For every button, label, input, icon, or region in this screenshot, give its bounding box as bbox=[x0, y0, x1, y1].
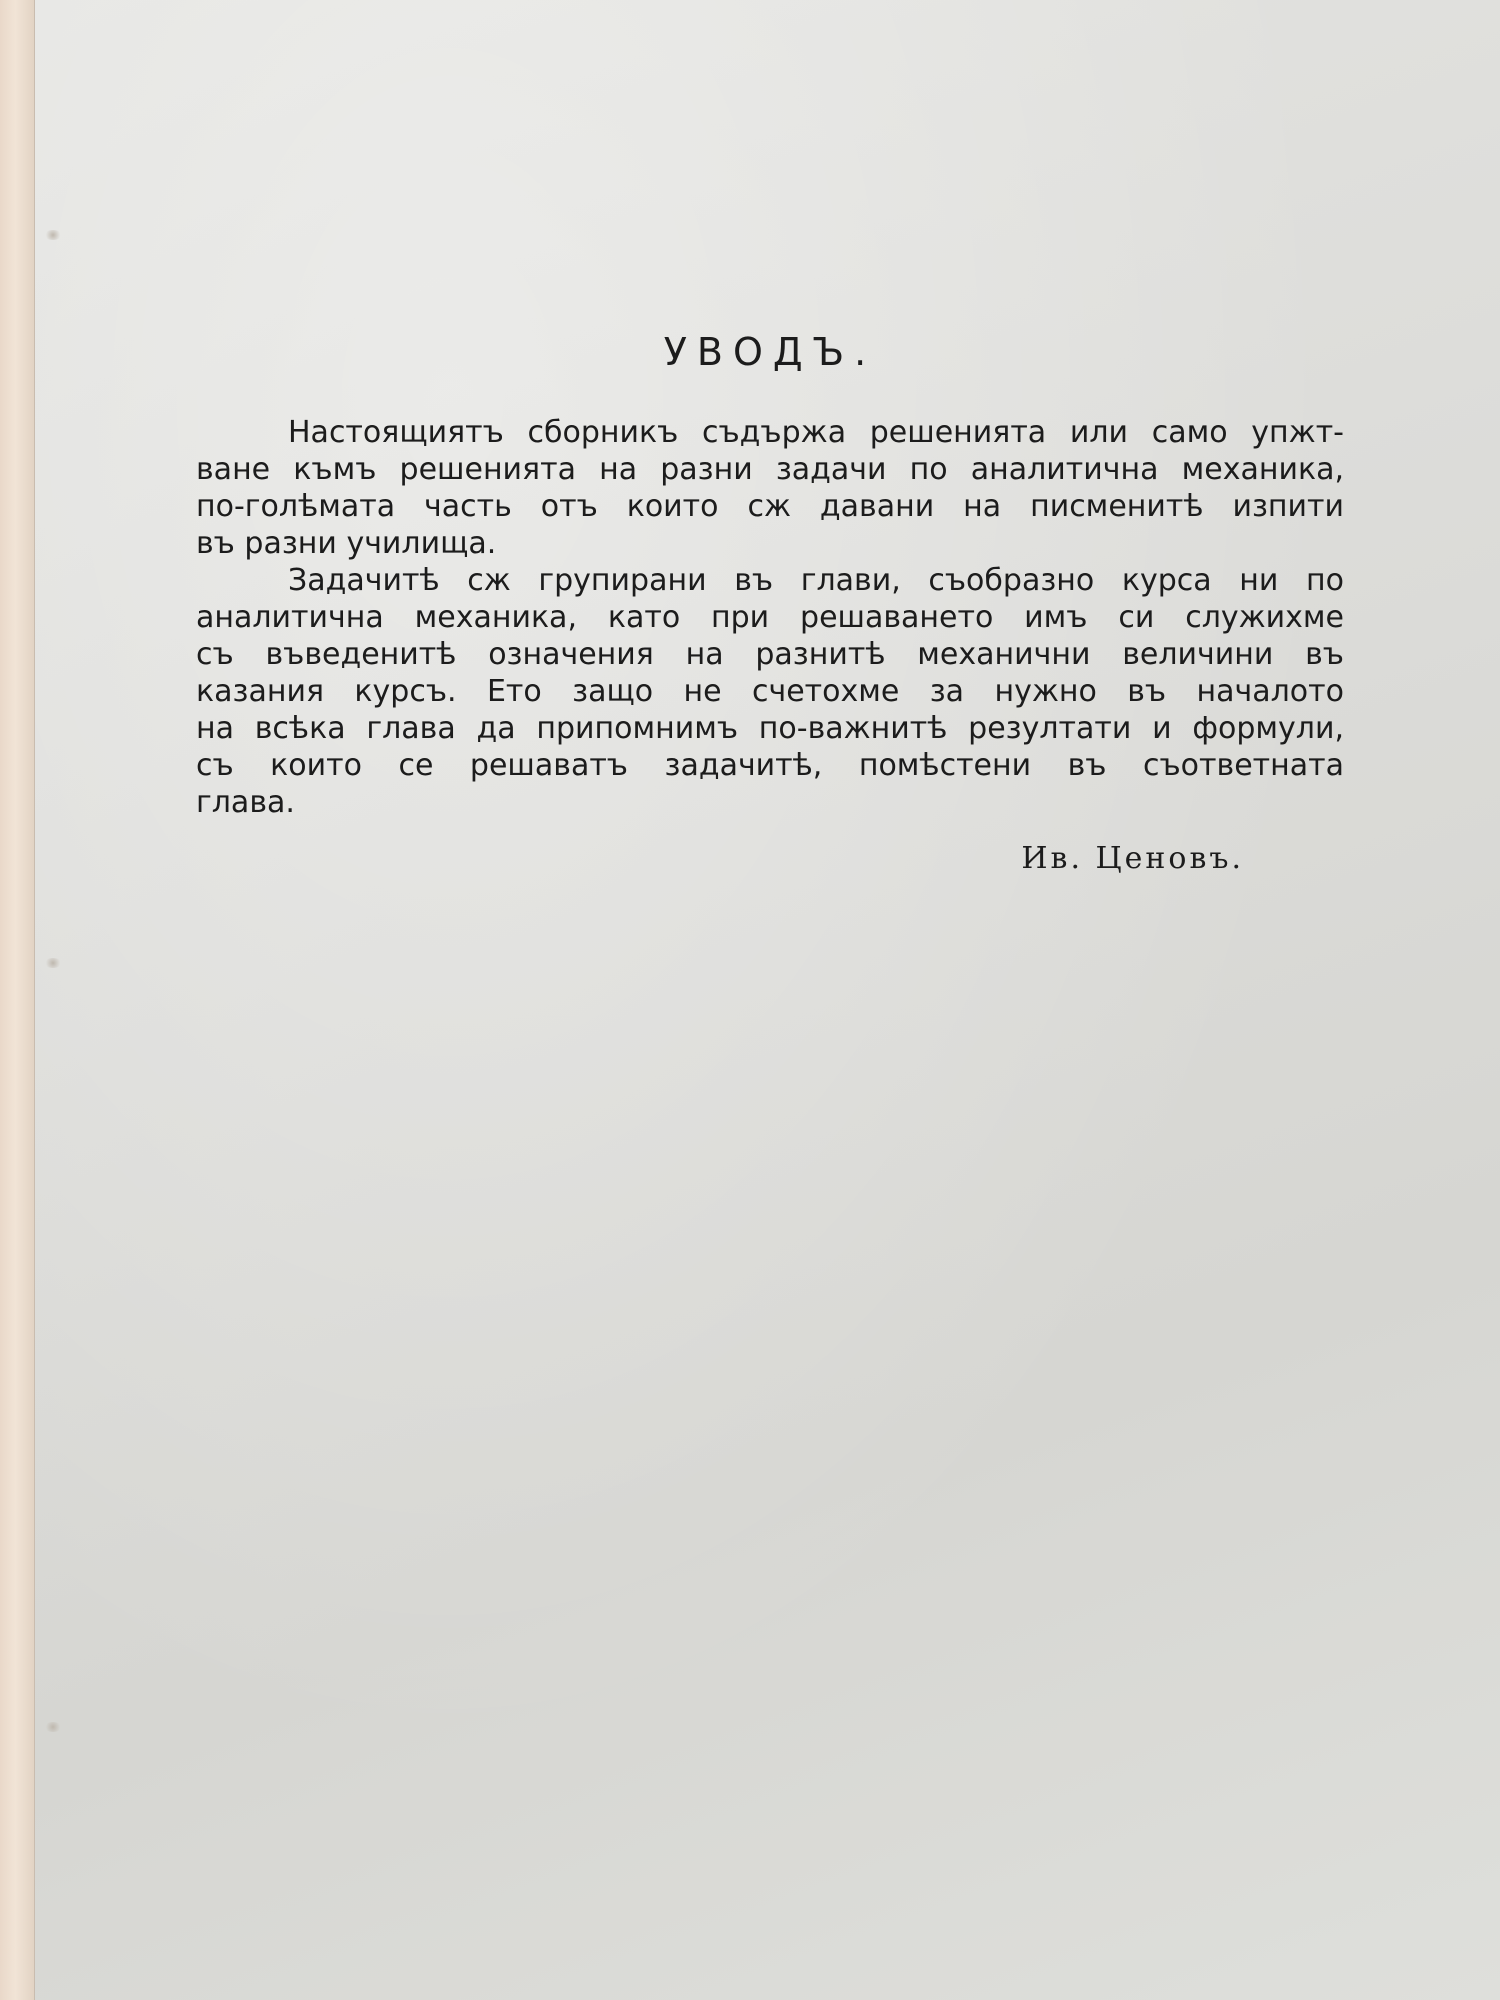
text-line: аналитична механика, като при решаването имъ си служихме bbox=[196, 600, 1344, 635]
page-binding-edge bbox=[0, 0, 35, 2000]
binding-stitch bbox=[44, 958, 62, 968]
author-signature: Ив. Ценовъ. bbox=[1021, 841, 1244, 876]
binding-stitch bbox=[44, 230, 62, 240]
text-line: ване къмъ решенията на разни задачи по аналитична механика, bbox=[196, 452, 1344, 487]
page-title: УВОДЪ. bbox=[663, 330, 877, 374]
page-content bbox=[196, 330, 1344, 876]
paragraph-1 bbox=[196, 414, 1344, 562]
binding-stitch bbox=[44, 1722, 62, 1732]
text-line: съ въведенитѣ означения на разнитѣ механични величини въ bbox=[196, 637, 1344, 672]
text-line: по-голѣмата часть отъ които сж давани на писменитѣ изпити bbox=[196, 489, 1344, 524]
text-line: съ които се решаватъ задачитѣ, помѣстени въ съответната bbox=[196, 748, 1344, 783]
text-line: глава. bbox=[196, 785, 295, 820]
text-line: Настоящиятъ сборникъ съдържа решенията или само упжт- bbox=[288, 415, 1344, 450]
paragraph-2 bbox=[196, 562, 1344, 821]
text-line: въ разни училища. bbox=[196, 526, 497, 561]
text-line: казания курсъ. Ето защо не счетохме за нужно въ началото bbox=[196, 674, 1344, 709]
text-line: на всѣка глава да припомнимъ по-важнитѣ резултати и формули, bbox=[196, 711, 1344, 746]
text-line: Задачитѣ сж групирани въ глави, съобразно курса ни по bbox=[288, 563, 1344, 598]
